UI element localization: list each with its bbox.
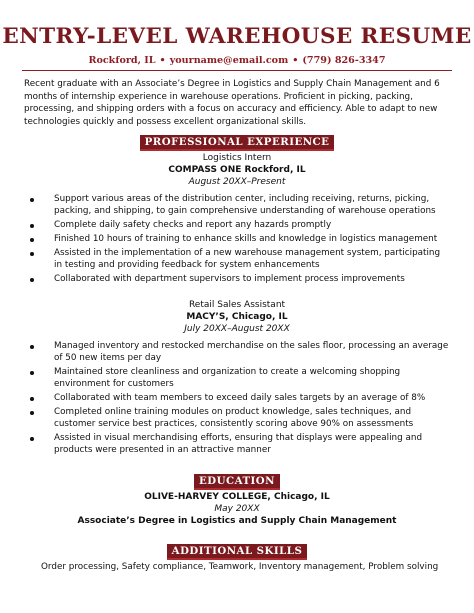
job-bullet: Maintained store cleanliness and organization to create a welcoming shopping environment for customers	[28, 366, 450, 390]
job-bullet: Collaborated with team members to exceed daily sales targets by an average of 8%	[28, 392, 450, 404]
section-heading-experience	[0, 130, 474, 151]
resume-title: ENTRY-LEVEL WAREHOUSE RESUME	[2, 24, 472, 49]
education-school: OLIVE-HARVEY COLLEGE, Chicago, IL	[144, 492, 330, 502]
job-dates: August 20XX–Present	[188, 177, 286, 187]
job-title: Retail Sales Assistant	[188, 300, 286, 310]
contact-email: yourname@email.com	[169, 55, 289, 66]
job-bullet: Complete daily safety checks and report any hazards promptly	[28, 219, 450, 231]
job-bullet: Collaborated with department supervisors to implement process improvements	[28, 273, 450, 285]
job-bullet-list	[28, 340, 450, 456]
section-heading-education	[0, 469, 474, 490]
summary-paragraph: Recent graduate with an Associate’s Degree in Logistics and Supply Chain Management and 6 months of internship experience in warehouse operations. Proficient in picking, packing, processing, and shipping orders with a focus on accuracy and efficiency. Able to adapt to new technologies quickly and possess excellent organizational skills.	[24, 79, 440, 127]
section-heading-label: PROFESSIONAL EXPERIENCE	[140, 135, 335, 151]
job-dates: July 20XX–August 20XX	[184, 324, 290, 334]
job-company: MACY’S, Chicago, IL	[186, 312, 288, 322]
job-bullet: Completed online training modules on product knowledge, sales techniques, and customer service best practices, consistently scoring above 90% on assessments	[28, 406, 450, 430]
section-heading-label: EDUCATION	[194, 474, 280, 490]
contact-separator: •	[292, 55, 299, 66]
job-bullet: Assisted in visual merchandising efforts, ensuring that displays were appealing and products were presented in an attractive manner	[28, 432, 450, 456]
education-degree: Associate’s Degree in Logistics and Supply Chain Management	[77, 516, 397, 526]
job-company: COMPASS ONE Rockford, IL	[168, 165, 306, 175]
section-heading-label: ADDITIONAL SKILLS	[167, 544, 308, 560]
skills-list: Order processing, Safety compliance, Teamwork, Inventory management, Problem solving	[41, 562, 439, 572]
contact-phone: (779) 826-3347	[302, 55, 386, 66]
job-bullet-list	[28, 193, 450, 285]
job-bullet: Support various areas of the distribution center, including receiving, returns, picking, packing, and shipping, to gain comprehensive understanding of warehouse operations	[28, 193, 450, 217]
section-heading-skills	[0, 539, 474, 560]
job-bullet: Managed inventory and restocked merchandise on the sales floor, processing an average of 50 new items per day	[28, 340, 450, 364]
education-date: May 20XX	[214, 504, 260, 514]
contact-separator: •	[159, 55, 166, 66]
header-divider	[22, 70, 452, 71]
contact-location: Rockford, IL	[88, 55, 156, 66]
job-bullet: Finished 10 hours of training to enhance skills and knowledge in logistics management	[28, 233, 450, 245]
job-bullet: Assisted in the implementation of a new warehouse management system, participating in testing and providing feedback for system enhancements	[28, 247, 450, 271]
job-title: Logistics Intern	[202, 153, 272, 163]
contact-line	[0, 55, 474, 67]
